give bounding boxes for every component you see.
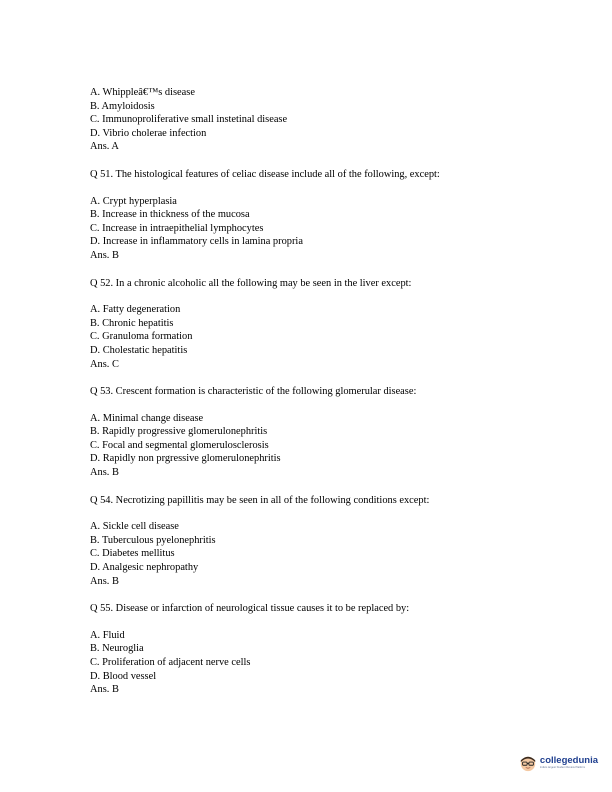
answer: Ans. C xyxy=(90,358,119,370)
option-d: D. Cholestatic hepatitis xyxy=(90,344,188,356)
option-a: A. Whippleâ€™s disease xyxy=(90,87,195,98)
answer: Ans. A xyxy=(90,141,119,153)
option-c: C. Diabetes mellitus xyxy=(90,548,175,560)
answer: Ans. B xyxy=(90,467,119,479)
answer: Ans. B xyxy=(90,684,119,696)
option-c: C. Immunoproliferative small instetinal disease xyxy=(90,114,288,126)
option-c: C. Focal and segmental glomerulosclerosis xyxy=(90,439,269,451)
option-block-q54 xyxy=(90,520,570,588)
option-d: D. Analgesic nephropathy xyxy=(90,562,199,574)
student-face-logo-icon xyxy=(519,754,537,772)
option-a: A. Fatty degeneration xyxy=(90,304,181,316)
question-51: Q 51. The histological features of celiac disease include all of the following, except: xyxy=(90,168,440,180)
option-b: B. Chronic hepatitis xyxy=(90,317,174,329)
option-block-q51 xyxy=(90,195,570,263)
option-block-q52 xyxy=(90,303,570,371)
option-b: B. Increase in thickness of the mucosa xyxy=(90,209,250,221)
option-d: D. Rapidly non prgressive glomerulonephritis xyxy=(90,453,281,465)
option-block-q53 xyxy=(90,412,570,480)
question-54: Q 54. Necrotizing papillitis may be seen in all of the following conditions except: xyxy=(90,494,430,506)
option-d: D. Vibrio cholerae infection xyxy=(90,127,207,139)
collegedunia-logo[interactable] xyxy=(519,754,598,772)
logo-name: collegedunia xyxy=(539,755,598,766)
option-d: D. Blood vessel xyxy=(90,670,157,682)
option-c: C. Increase in intraepithelial lymphocytes xyxy=(90,222,264,234)
option-b: B. Amyloidosis xyxy=(90,100,155,112)
option-block-q50 xyxy=(90,86,570,154)
answer: Ans. B xyxy=(90,249,119,261)
logo-text xyxy=(540,756,598,770)
question-52: Q 52. In a chronic alcoholic all the following may be seen in the liver except: xyxy=(90,277,412,289)
option-b: B. Tuberculous pyelonephritis xyxy=(90,534,216,546)
option-a: A. Minimal change disease xyxy=(90,412,204,424)
document-body xyxy=(90,86,570,697)
option-block-q55 xyxy=(90,629,570,697)
option-b: B. Neuroglia xyxy=(90,643,144,655)
option-d: D. Increase in inflammatory cells in lamina propria xyxy=(90,236,303,248)
option-b: B. Rapidly progressive glomerulonephritis xyxy=(90,426,268,438)
answer: Ans. B xyxy=(90,575,119,587)
option-c: C. Granuloma formation xyxy=(90,331,193,343)
option-a: A. Fluid xyxy=(90,629,125,641)
option-a: A. Crypt hyperplasia xyxy=(90,195,177,207)
option-a: A. Sickle cell disease xyxy=(90,521,179,533)
logo-tagline: India's largest Student Review Platform xyxy=(539,766,586,769)
question-53: Q 53. Crescent formation is characteristic of the following glomerular disease: xyxy=(90,386,417,398)
option-c: C. Proliferation of adjacent nerve cells xyxy=(90,657,251,668)
question-55: Q 55. Disease or infarction of neurological tissue causes it to be replaced by: xyxy=(90,603,410,615)
